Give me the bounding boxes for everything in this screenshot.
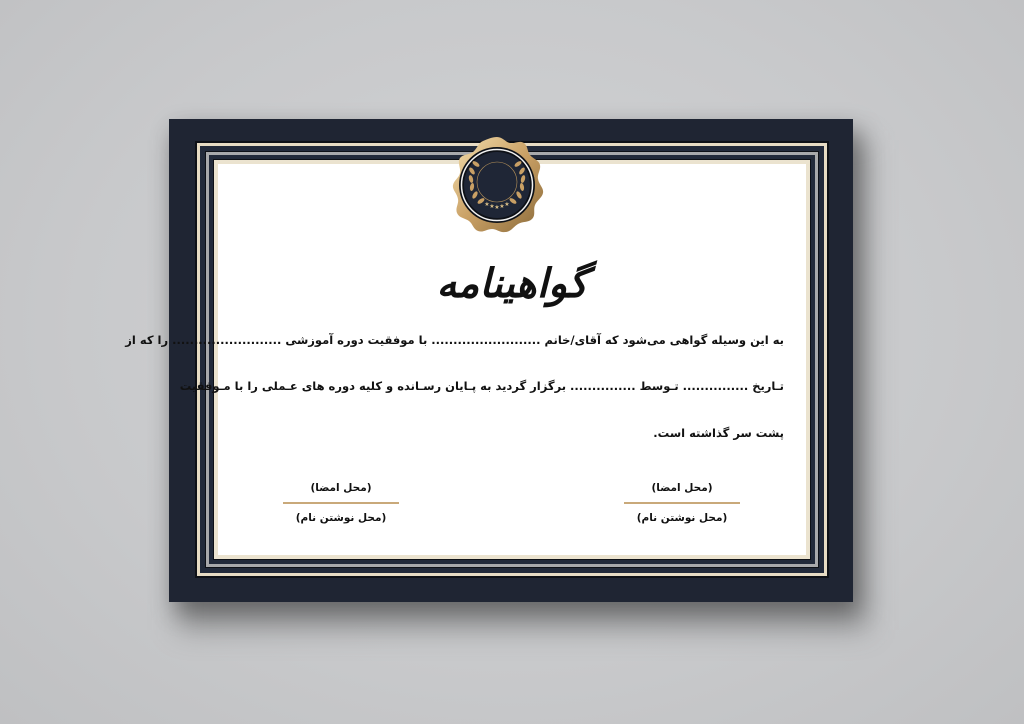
signature-block-left — [283, 482, 399, 524]
svg-text:★: ★ — [494, 204, 500, 211]
svg-text:★: ★ — [489, 203, 495, 210]
signature-block-right — [624, 482, 740, 524]
svg-text:★: ★ — [499, 203, 505, 210]
svg-text:★: ★ — [504, 201, 510, 208]
laurel-wreath-badge-icon — [447, 135, 547, 235]
name-label: (محل نوشتن نام) — [295, 512, 387, 524]
body-line-1: به این وسیله گواهی می‌شود که آقای/خانم ......................... با موفقیت دوره آموزشی ......................... را که از — [125, 333, 784, 347]
signature-label: (محل امضا) — [651, 482, 713, 494]
signature-line — [283, 502, 399, 504]
body-line-2: تـاریخ ............... تـوسط ............... برگزار گردید به پـایان رسـانده و کلیه دوره های عـملی را با مـوفقیت — [179, 379, 784, 393]
signature-label: (محل امضا) — [310, 482, 372, 494]
certificate-frame — [125, 119, 853, 602]
svg-text:★: ★ — [484, 201, 490, 208]
name-label: (محل نوشتن نام) — [636, 512, 728, 524]
certificate-title: گواهینامه — [436, 260, 588, 307]
signature-line — [624, 502, 740, 504]
body-line-3: پشت سر گذاشته است. — [653, 426, 784, 440]
